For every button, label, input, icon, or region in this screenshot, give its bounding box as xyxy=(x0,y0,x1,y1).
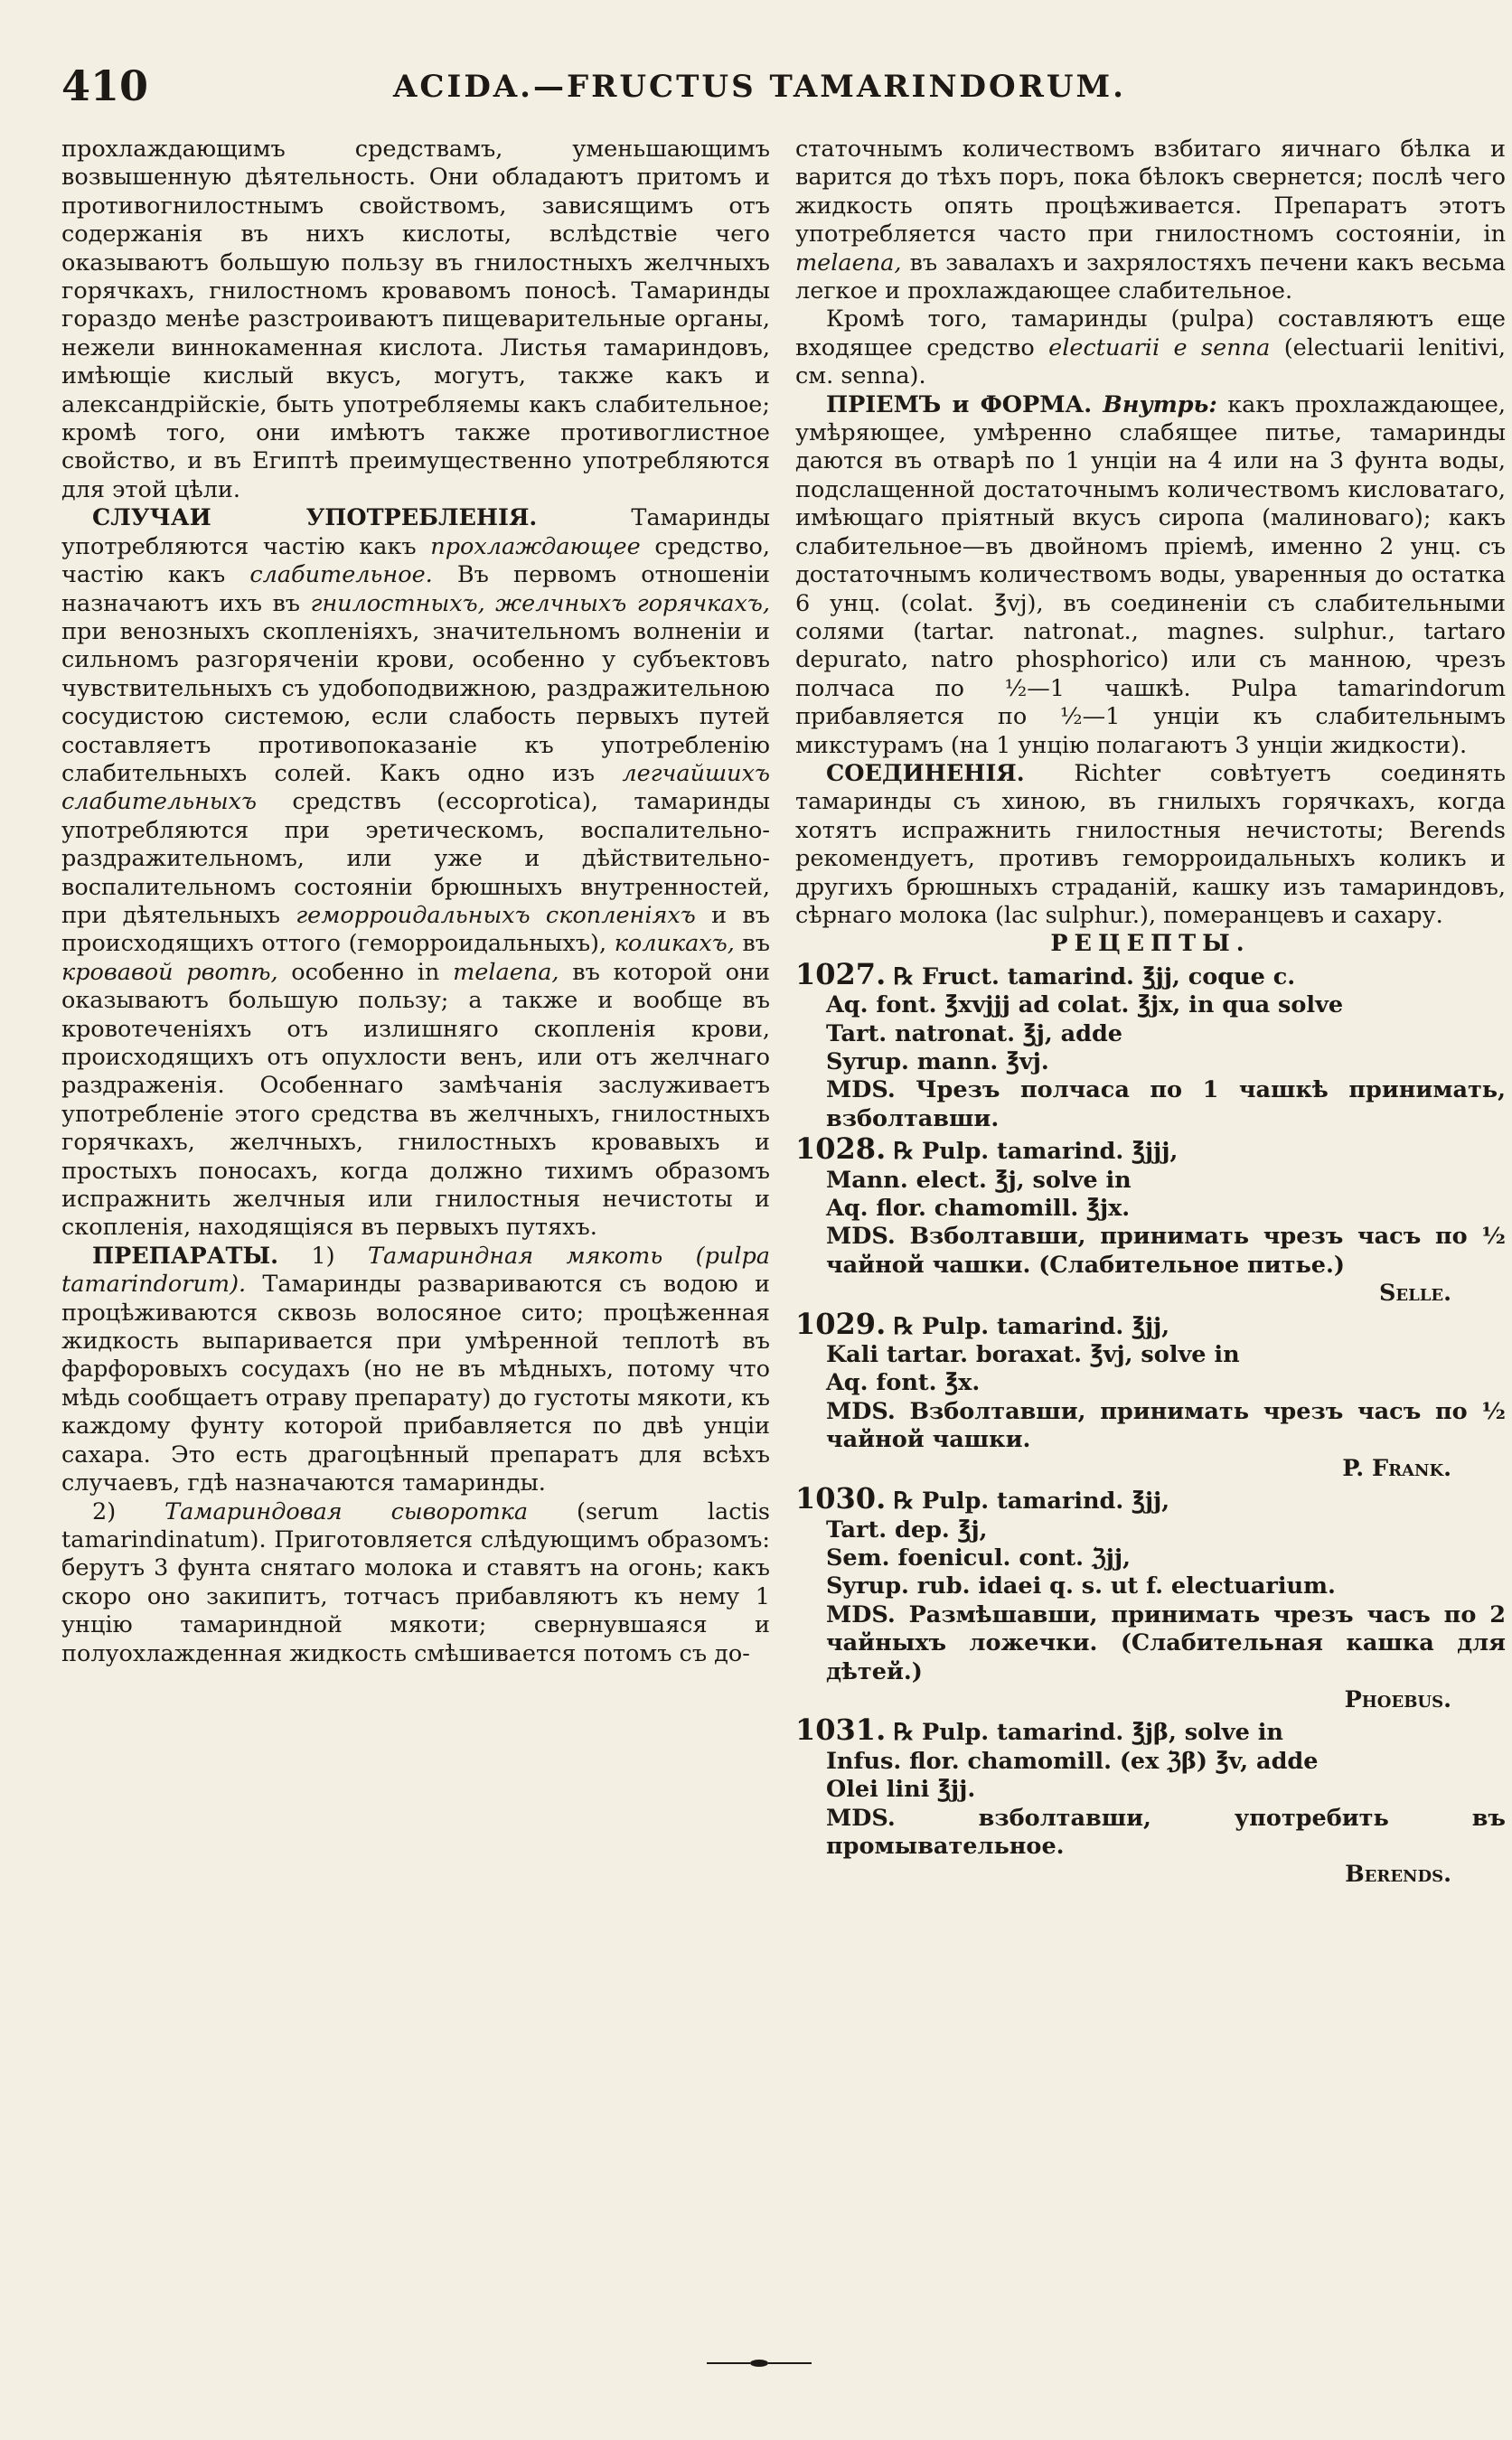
recipe-list xyxy=(795,956,1506,1890)
section-heading-uses: СЛУЧАИ УПОТРЕБЛЕНІЯ. xyxy=(92,504,538,532)
recipe-line: MDS. Размѣшавши, принимать чрезъ часъ по 2 чайныхъ ложечки. (Слабительная кашка для дѣтей.) xyxy=(826,1600,1506,1685)
text-run: средство, частію какъ xyxy=(61,532,770,589)
text-run: 1) xyxy=(277,1242,368,1270)
italic-term: melaena, xyxy=(795,249,902,277)
text-run: Въ первомъ отношеніи назначаютъ ихъ въ xyxy=(61,561,770,617)
paragraph-uses xyxy=(61,504,770,1243)
recipe-first-line xyxy=(795,1131,1506,1167)
text-run: какъ прохлаждающее, умѣряющее, умѣренно слабящее питье, тамаринды даются въ отварѣ по 1 унціи на 4 или на 3 фунта воды, подслащенной достаточнымъ количествомъ кисловатаго, имѣющаго пріятный вкусъ сиропа (малиноваго); какъ слабительное—въ двойномъ пріемѣ, именно 2 унц. съ достаточнымъ количествомъ воды, уваренныя до остатка 6 унц. (colat. ℥vj), въ соединеніи съ слабительными солями (tartar. natronat., magnes. sulphur., tartaro depurato, natro phosphorico) или съ манною, чрезъ полчаса по ½—1 чашкѣ. Pulpa tamarindorum прибавляется по ½—1 унціи къ слабительнымъ микстурамъ (на 1 унцію полагаютъ 3 унціи жидкости). xyxy=(795,390,1506,759)
recipe-author: Selle. xyxy=(1378,1280,1451,1308)
italic-term: Тамариндовая сыворотка xyxy=(164,1497,529,1525)
text-run: (serum lactis tamarindinatum). Приготовляется слѣдующимъ образомъ: берутъ 3 фунта снятаго молока и ставятъ на огонь; какъ скоро оно закипитъ, тотчасъ прибавляютъ къ нему 1 унцію тамариндной мякоти; свернувшаяся и полуохлажденная жидкость смѣшивается потомъ съ до- xyxy=(61,1497,771,1667)
italic-term: прохлаждающее xyxy=(430,532,641,560)
recipe-entry xyxy=(795,1306,1506,1483)
ornament-divider xyxy=(705,2357,813,2370)
recipe-entry xyxy=(795,956,1506,1133)
recipe-line: Aq. font. ℥x. xyxy=(826,1369,981,1397)
recipe-author: Berends. xyxy=(1345,1861,1451,1889)
right-column xyxy=(795,136,1506,1890)
recipe-line: Syrup. rub. idaei q. s. ut f. electuarium. xyxy=(826,1572,1336,1600)
text-run: (electuarii lenitivi, см. senna). xyxy=(795,333,1506,390)
section-heading-dosage: ПРІЕМЪ и ФОРМА. xyxy=(826,390,1093,418)
text-run: Richter совѣтуетъ соединять тамаринды съ хиною, въ гнилыхъ горячкахъ, когда хотятъ испражнить гнилостныя нечистоты; Berends рекомендуетъ, противъ геморроидальныхъ коликъ и другихъ брюшныхъ страданій, кашку изъ тамариндовъ, сѣрнаго молока (lac sulphur.), померанцевъ и сахару. xyxy=(795,759,1506,929)
recipe-first-line xyxy=(795,1481,1506,1516)
recipe-ingredient: ℞ Pulp. tamarind. ℥jj, xyxy=(893,1312,1170,1340)
recipe-number: 1031. xyxy=(795,1713,887,1748)
recipe-ingredient: ℞ Pulp. tamarind. ℥jj, xyxy=(893,1487,1170,1516)
recipe-number: 1030. xyxy=(795,1481,887,1516)
paragraph-preparations xyxy=(61,1243,770,1498)
text-run: статочнымъ количествомъ взбитаго яичнаго бѣлка и варится до тѣхъ поръ, пока бѣлокъ свернется; послѣ чего жидкость опять процѣживается. Препаратъ этотъ употребляется часто при гнилостномъ состояніи, in xyxy=(795,136,1506,249)
recipe-author: Phoebus. xyxy=(1344,1685,1451,1713)
italic-term: Тамариндная мякоть (pulpa tamarindorum). xyxy=(61,1242,770,1299)
recipe-line: Aq. font. ℥xvjjj ad colat. ℥jx, in qua solve xyxy=(826,991,1344,1019)
running-head: ACIDA.—FRUCTUS TAMARINDORUM. xyxy=(392,69,1127,105)
recipe-entry xyxy=(795,1713,1506,1889)
recipe-ingredient: ℞ Pulp. tamarind. ℥jjj, xyxy=(893,1138,1179,1166)
italic-term: геморроидальныхъ скопленіяхъ xyxy=(296,901,696,929)
italic-term: Внутрь: xyxy=(1092,390,1217,418)
recipe-line: Tart. natronat. ℥j, adde xyxy=(826,1019,1123,1047)
recipe-line: MDS. Чрезъ полчаса по 1 чашкѣ принимать, взболтавши. xyxy=(826,1076,1506,1132)
section-heading-combinations: СОЕДИНЕНІЯ. xyxy=(826,759,1025,787)
text-run: 2) xyxy=(92,1497,165,1525)
recipe-line: Infus. flor. chamomill. (ex ℨβ) ℥v, adde xyxy=(826,1747,1319,1775)
text-run: въ завалахъ и захрялостяхъ печени какъ весьма легкое и прохлаждающее слабительное. xyxy=(795,249,1506,305)
text-run: особенно in xyxy=(277,958,454,986)
left-column xyxy=(61,136,770,1668)
section-heading-preparations: ПРЕПАРАТЫ. xyxy=(92,1242,278,1270)
recipe-entry xyxy=(795,1131,1506,1308)
recipe-ingredient: ℞ Fruct. tamarind. ℥jj, coque c. xyxy=(893,962,1296,990)
text-run: Тамаринды развариваются съ водою и процѣживаются сквозь волосяное сито; процѣженная жидкость выпаривается при умѣренной теплотѣ въ фарфоровыхъ сосудахъ (но не въ мѣдныхъ, потому что мѣдь сообщаетъ отраву препарату) до густоты мякоти, къ каждому фунту которой прибавляется по двѣ унціи сахара. Это есть драгоцѣнный препаратъ для всѣхъ случаевъ, гдѣ назначаются тамаринды. xyxy=(61,1271,770,1497)
italic-term: кровавой рвотѣ, xyxy=(61,958,278,986)
italic-term: легчайшихъ слабительныхъ xyxy=(61,759,770,816)
recipe-line: Syrup. mann. ℥vj. xyxy=(826,1048,1049,1075)
italic-term: melaena, xyxy=(453,958,559,986)
italic-term: гнилостныхъ, желчныхъ горячкахъ, xyxy=(310,589,770,617)
recipes-heading: РЕЦЕПТЫ. xyxy=(1050,930,1251,958)
paragraph-dosage xyxy=(795,391,1506,760)
text-run: и въ происходящихъ оттого (геморроидальныхъ), xyxy=(61,901,770,958)
recipe-number: 1027. xyxy=(795,956,887,991)
paragraph-intro: прохлаждающимъ средствамъ, уменьшающимъ возвышенную дѣятельность. Они обладаютъ притомъ и противогнилостнымъ свойствомъ, зависящимъ отъ содержанія въ нихъ кислоты, вслѣдствіе чего оказываютъ большую пользу въ гнилостныхъ желчныхъ горячкахъ, гнилостномъ кровавомъ поносѣ. Тамаринды гораздо менѣе разстроиваютъ пищеварительные органы, нежели виннокаменная кислота. Листья тамариндовъ, имѣющіе кислый вкусъ, могутъ, также какъ и александрійскіе, быть употребляемы какъ слабительное; кромѣ того, они имѣютъ также противоглистное свойство, и въ Египтѣ преимущественно употребляются для этой цѣли. xyxy=(61,136,770,503)
page-header xyxy=(61,61,1458,119)
recipe-entry xyxy=(795,1481,1506,1714)
recipe-first-line xyxy=(795,1306,1506,1341)
page-number: 410 xyxy=(61,61,149,110)
recipe-line: Sem. foenicul. cont. ℨjj, xyxy=(826,1544,1131,1572)
recipe-line: MDS. Взболтавши, принимать чрезъ часъ по ½ чайной чашки. (Слабительное питье.) xyxy=(826,1223,1506,1279)
italic-term: electuarii e senna xyxy=(1048,333,1271,361)
recipe-line: Olei lini ℥jj. xyxy=(826,1776,976,1804)
recipe-line: Aq. flor. chamomill. ℥jx. xyxy=(826,1195,1131,1223)
text-run: средствъ (eccoprotica), тамаринды употребляются при эретическомъ, воспалительно-раздражительномъ, или уже и дѣйствительно-воспалительномъ состояніи брюшныхъ внутренностей, при дѣятельныхъ xyxy=(61,788,770,929)
recipe-number: 1028. xyxy=(795,1131,887,1167)
recipe-number: 1029. xyxy=(795,1306,887,1341)
recipe-line: Tart. dep. ℥j, xyxy=(826,1516,988,1544)
recipe-line: Mann. elect. ℥j, solve in xyxy=(826,1166,1132,1194)
paragraph-electuary xyxy=(795,305,1506,390)
text-run: Тамаринды употребляются частію какъ xyxy=(61,504,770,560)
recipe-first-line xyxy=(795,956,1506,991)
paragraph-continuation xyxy=(795,136,1506,305)
text-run: Кромѣ того, тамаринды (pulpa) составляютъ еще входящее средство xyxy=(795,305,1506,361)
text-run: въ xyxy=(734,930,771,958)
italic-term: слабительное. xyxy=(249,561,433,589)
recipe-line: MDS. Взболтавши, принимать чрезъ часъ по ½ чайной чашки. xyxy=(826,1397,1506,1454)
text-run: въ которой они оказываютъ большую пользу; а также и вообще въ кровотеченіяхъ отъ излишняго скопленія крови, происходящихъ отъ опухлости венъ, или отъ желчнаго раздраженія. Особеннаго замѣчанія заслуживаетъ употребленіе этого средства въ желчныхъ, гнилостныхъ горячкахъ, желчныхъ, гнилостныхъ кровавыхъ и простыхъ поносахъ, когда должно тихимъ образомъ испражнить желчныя или гнилостныя нечистоты и скопленія, находящіяся въ первыхъ путяхъ. xyxy=(61,958,770,1242)
paragraph-combinations xyxy=(795,760,1506,930)
recipe-author: P. Frank. xyxy=(1342,1454,1451,1482)
italic-term: коликахъ, xyxy=(614,930,735,958)
recipe-line: Kali tartar. boraxat. ℥vj, solve in xyxy=(826,1341,1240,1369)
text-run: при венозныхъ скопленіяхъ, значительномъ волненіи и сильномъ разгоряченіи крови, особенно у субъектовъ чувствительныхъ съ удобоподвижною, раздражительною сосудистою системою, если слабость первыхъ путей составляетъ противопоказаніе къ употребленію слабительныхъ солей. Какъ одно изъ xyxy=(61,617,770,787)
recipe-line: MDS. взболтавши, употребить въ промывательное. xyxy=(826,1804,1506,1860)
recipe-first-line xyxy=(795,1713,1506,1748)
paragraph-preparation-2 xyxy=(61,1498,770,1668)
recipe-ingredient: ℞ Pulp. tamarind. ℥jβ, solve in xyxy=(893,1719,1283,1747)
